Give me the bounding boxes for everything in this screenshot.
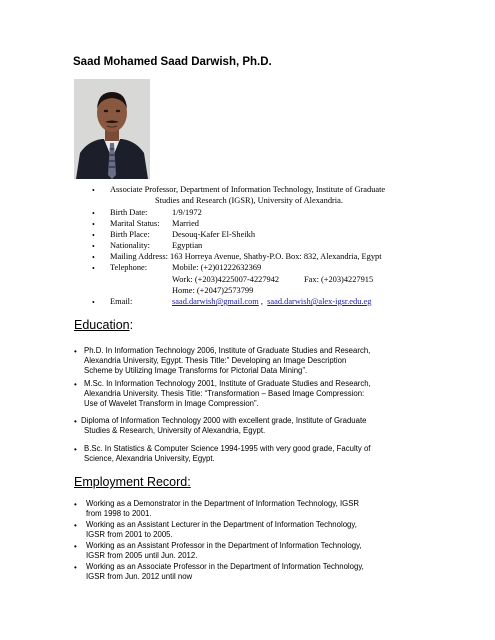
list-bullet: • [92, 209, 95, 218]
work-phone: Work: (+203)4225007-4227942 [172, 275, 280, 284]
employment-line: Working as an Associate Professor in the Department of Information Technology, [86, 562, 364, 571]
education-line: B.Sc. In Statistics & Computer Science 1994-1995 with very good grade, Faculty of [84, 444, 371, 453]
education-item [81, 416, 422, 436]
education-item [84, 346, 422, 377]
employment-line: Working as a Demonstrator in the Department of Information Technology, IGSR [86, 499, 360, 508]
address-value: 163 Horreya Avenue, Shatby-P.O. Box: 832, Alexandria, Egypt [170, 252, 382, 261]
list-bullet: • [92, 186, 95, 195]
list-bullet: • [74, 347, 77, 356]
birth-date-label: Birth Date: [110, 208, 148, 217]
employment-item [86, 562, 422, 582]
list-bullet: • [92, 242, 95, 251]
email-row [110, 297, 371, 308]
employment-heading [74, 475, 191, 489]
email-link-igsr[interactable]: saad.darwish@alex-igsr.edu.eg [267, 297, 372, 306]
telephone-label: Telephone: [110, 263, 148, 272]
education-line: Alexandria University, Egypt. Thesis Title:” Developing an Image Description [84, 356, 347, 366]
education-line: Science, Alexandria University, Egypt. [84, 454, 215, 464]
email-label: Email: [110, 297, 133, 306]
list-bullet: • [74, 380, 77, 389]
employment-line: IGSR from 2001 to 2005. [86, 530, 173, 540]
employment-heading-text: Employment Record: [74, 475, 191, 489]
education-item [84, 379, 422, 410]
fax-number: Fax: (+203)4227915 [304, 275, 374, 284]
employment-line: Working as an Assistant Lecturer in the Department of Information Technology, [86, 520, 357, 529]
position-line-1: Associate Professor, Department of Information Technology, Institute of Graduate [110, 185, 386, 194]
birth-place-row [110, 230, 255, 241]
employment-line: IGSR from 2005 until Jun. 2012. [86, 551, 198, 561]
home-phone: Home: (+2047)2573799 [172, 286, 254, 295]
position-line-2: Studies and Research (IGSR), University of Alexandria. [155, 196, 343, 205]
nationality-label: Nationality: [110, 241, 151, 250]
profile-photo [74, 79, 150, 179]
education-item [84, 444, 422, 464]
employment-item [86, 520, 422, 540]
list-bullet: • [92, 220, 95, 229]
birth-place-value: Desouq-Kafer El-Sheikh [172, 230, 256, 239]
education-heading-text: Education [74, 318, 130, 332]
marital-row [110, 219, 199, 230]
education-line: Ph.D. In Information Technology 2006, Institute of Graduate Studies and Research, [84, 346, 371, 355]
employment-line: from 1998 to 2001. [86, 509, 152, 519]
mobile-value: Mobile: (+2)01222632369 [172, 263, 262, 272]
employment-item [86, 541, 422, 561]
list-bullet: • [92, 253, 95, 262]
marital-label: Marital Status: [110, 219, 160, 228]
list-bullet: • [92, 298, 95, 307]
list-bullet: • [74, 542, 77, 551]
birth-date-row [110, 208, 202, 219]
list-bullet: • [92, 264, 95, 273]
page-title: Saad Mohamed Saad Darwish, Ph.D. [73, 56, 272, 68]
telephone-row [110, 263, 261, 274]
education-heading [74, 318, 133, 332]
address-label: Mailing Address: [110, 252, 168, 261]
list-bullet: • [74, 500, 77, 509]
birth-date-value: 1/9/1972 [172, 208, 202, 217]
list-bullet: • [74, 563, 77, 572]
list-bullet: • [74, 445, 77, 454]
education-line: Studies & Research, University of Alexandria, Egypt. [84, 426, 266, 436]
education-heading-colon: : [129, 318, 134, 332]
address-row [110, 252, 382, 263]
employment-line: IGSR from Jun. 2012 until now [86, 572, 193, 582]
employment-item [86, 499, 422, 519]
education-line: Scheme by Utilizing Image Transforms for Pictorial Data Mining”. [84, 366, 308, 376]
nationality-value: Egyptian [172, 241, 203, 250]
list-bullet: • [74, 521, 77, 530]
birth-place-label: Birth Place: [110, 230, 150, 239]
email-separator: , [258, 297, 268, 306]
education-line: Alexandria University. Thesis Title: “Transformation – Based Image Compression: [84, 389, 365, 399]
education-line: Use of Wavelet Transform in Image Compression”. [84, 399, 259, 409]
education-line: Diploma of Information Technology 2000 with excellent grade, Institute of Graduate [81, 416, 367, 425]
employment-line: Working as an Assistant Professor in the Department of Information Technology, [86, 541, 362, 550]
list-bullet: • [74, 417, 77, 426]
nationality-row [110, 241, 202, 252]
education-line: M.Sc. In Information Technology 2001, Institute of Graduate Studies and Research, [84, 379, 371, 388]
email-link-gmail[interactable]: saad.darwish@gmail.com [172, 297, 259, 306]
list-bullet: • [92, 231, 95, 240]
marital-value: Married [172, 219, 199, 228]
